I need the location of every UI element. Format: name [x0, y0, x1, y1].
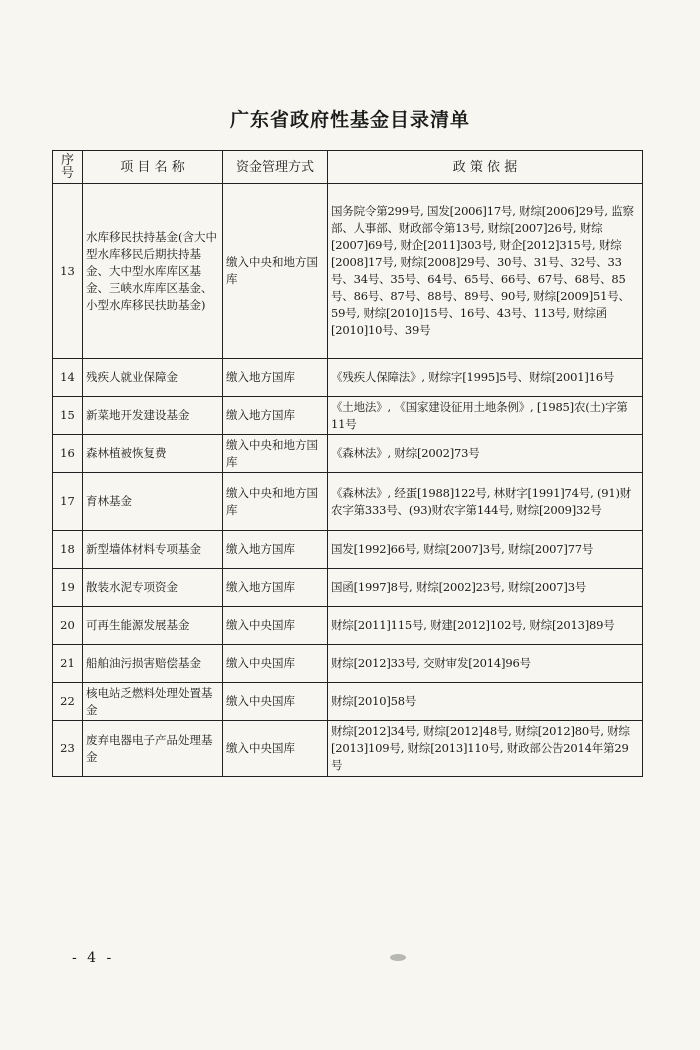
- table-row: [53, 569, 643, 607]
- row-name: 核电站乏燃料处理处置基金: [83, 683, 223, 721]
- row-mgmt: 缴入地方国库: [223, 397, 328, 435]
- row-mgmt: 缴入中央国库: [223, 607, 328, 645]
- row-policy: 国务院令第299号, 国发[2006]17号, 财综[2006]29号, 监察部、人事部、财政部令第13号, 财综[2007]26号, 财综[2007]69号, 财企[2011]303号, 财企[2012]315号, 财综[2008]17号, 财综[2008]29号、30号、31号、32号、33号、34号、35号、64号、65号、66号、67号、68号、85号、86号、87号、88号、89号、90号, 财综[2009]51号、59号, 财综[2010]15号、16号、43号、113号, 财综函[2010]10号、39号: [328, 184, 643, 359]
- row-name: 废弃电器电子产品处理基金: [83, 721, 223, 777]
- row-seq: 13: [53, 184, 83, 359]
- row-name: 残疾人就业保障金: [83, 359, 223, 397]
- row-seq: 15: [53, 397, 83, 435]
- row-name: 新型墙体材料专项基金: [83, 531, 223, 569]
- row-seq: 19: [53, 569, 83, 607]
- row-mgmt: 缴入地方国库: [223, 531, 328, 569]
- row-policy: 财综[2012]33号, 交财审发[2014]96号: [328, 645, 643, 683]
- row-name: 船舶油污损害赔偿基金: [83, 645, 223, 683]
- row-mgmt: 缴入中央和地方国库: [223, 184, 328, 359]
- row-mgmt: 缴入中央国库: [223, 721, 328, 777]
- table-row: [53, 397, 643, 435]
- row-name: 散装水泥专项资金: [83, 569, 223, 607]
- row-seq: 23: [53, 721, 83, 777]
- row-seq: 16: [53, 435, 83, 473]
- header-policy: 政 策 依 据: [328, 151, 643, 184]
- table-row: [53, 721, 643, 777]
- row-policy: 财综[2010]58号: [328, 683, 643, 721]
- row-mgmt: 缴入中央和地方国库: [223, 435, 328, 473]
- row-name: 可再生能源发展基金: [83, 607, 223, 645]
- row-policy: 《森林法》, 经蛋[1988]122号, 林财字[1991]74号, (91)财农字第333号、(93)财农字第144号, 财综[2009]32号: [328, 473, 643, 531]
- row-policy: 国函[1997]8号, 财综[2002]23号, 财综[2007]3号: [328, 569, 643, 607]
- table-row: [53, 473, 643, 531]
- table-row: [53, 435, 643, 473]
- row-name: 森林植被恢复费: [83, 435, 223, 473]
- row-mgmt: 缴入中央和地方国库: [223, 473, 328, 531]
- row-seq: 22: [53, 683, 83, 721]
- row-seq: 21: [53, 645, 83, 683]
- row-seq: 18: [53, 531, 83, 569]
- header-name: 项 目 名 称: [83, 151, 223, 184]
- row-mgmt: 缴入中央国库: [223, 645, 328, 683]
- row-mgmt: 缴入地方国库: [223, 359, 328, 397]
- row-mgmt: 缴入地方国库: [223, 569, 328, 607]
- table-header-row: [53, 151, 643, 184]
- fund-catalog-table: [52, 150, 643, 777]
- row-policy: 国发[1992]66号, 财综[2007]3号, 财综[2007]77号: [328, 531, 643, 569]
- table-row: [53, 531, 643, 569]
- row-seq: 14: [53, 359, 83, 397]
- row-seq: 17: [53, 473, 83, 531]
- table-row: [53, 683, 643, 721]
- scan-smudge: [390, 954, 406, 961]
- table-row: [53, 645, 643, 683]
- row-name: 新菜地开发建设基金: [83, 397, 223, 435]
- row-seq: 20: [53, 607, 83, 645]
- row-name: 育林基金: [83, 473, 223, 531]
- page-title: 广东省政府性基金目录清单: [229, 109, 470, 131]
- page-number: - 4 -: [72, 950, 115, 966]
- header-seq: 序号: [53, 151, 83, 184]
- row-policy: 《残疾人保障法》, 财综字[1995]5号、财综[2001]16号: [328, 359, 643, 397]
- row-policy: 财综[2012]34号, 财综[2012]48号, 财综[2012]80号, 财综[2013]109号, 财综[2013]110号, 财政部公告2014年第29号: [328, 721, 643, 777]
- header-mgmt: 资金管理方式: [223, 151, 328, 184]
- table-row: [53, 607, 643, 645]
- table-row: [53, 184, 643, 359]
- row-policy: 财综[2011]115号, 财建[2012]102号, 财综[2013]89号: [328, 607, 643, 645]
- row-name: 水库移民扶持基金(含大中型水库移民后期扶持基金、大中型水库库区基金、三峡水库库区基金、小型水库移民扶助基金): [83, 184, 223, 359]
- row-policy: 《土地法》, 《国家建设征用土地条例》, [1985]农(土)字第11号: [328, 397, 643, 435]
- row-mgmt: 缴入中央国库: [223, 683, 328, 721]
- table-row: [53, 359, 643, 397]
- row-policy: 《森林法》, 财综[2002]73号: [328, 435, 643, 473]
